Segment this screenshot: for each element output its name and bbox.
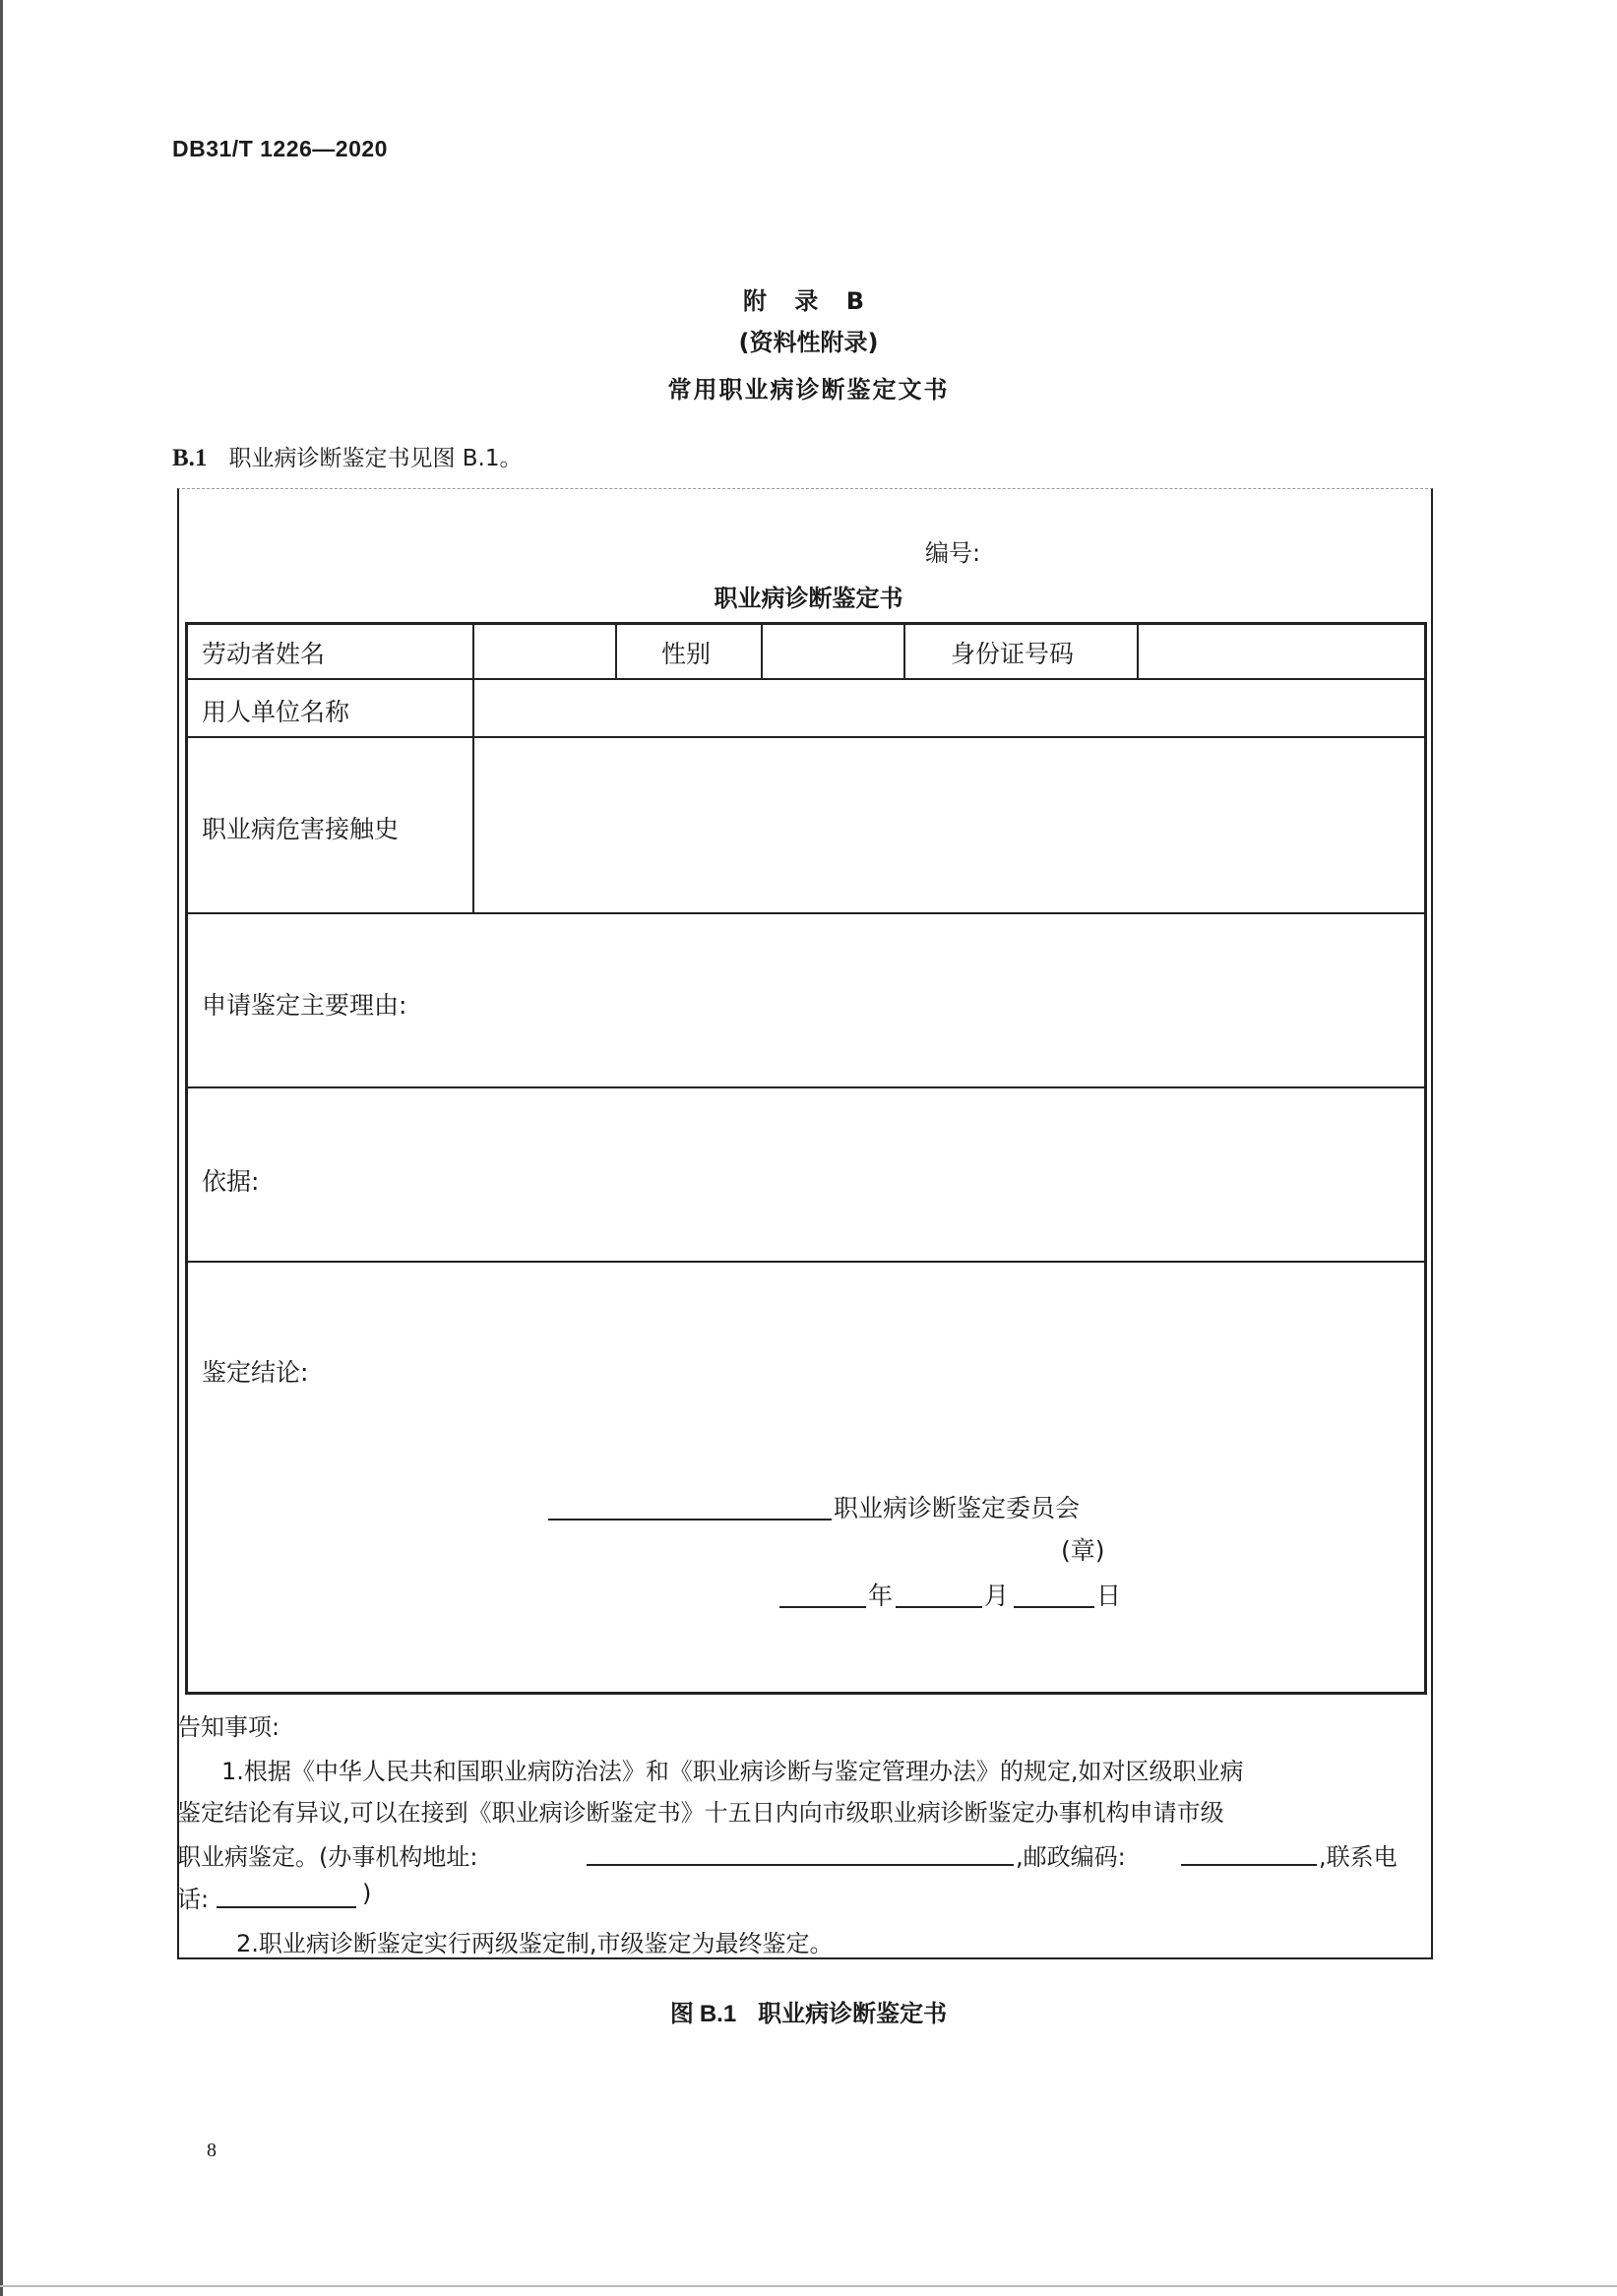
- notice-item-1-line-1: 1.根据《中华人民共和国职业病防治法》和《职业病诊断与鉴定管理办法》的规定,如对区级职业病: [221, 1758, 1244, 1785]
- notice-item-1-line-4b: ): [362, 1880, 372, 1907]
- notice-item-1-line-3a: 职业病鉴定。(办事机构地址:: [177, 1843, 478, 1871]
- notice-item-2: 2.职业病诊断鉴定实行两级鉴定制,市级鉴定为最终鉴定。: [236, 1930, 834, 1957]
- committee-blank: [548, 1519, 832, 1520]
- seal-label: (章): [1061, 1536, 1105, 1565]
- clause-text: 职业病诊断鉴定书见图 B.1。: [228, 446, 523, 471]
- day-label: 日: [1096, 1582, 1122, 1610]
- notice-title: 告知事项:: [177, 1713, 280, 1741]
- figure-prefix: 图: [669, 2000, 694, 2027]
- month-blank: [896, 1606, 982, 1608]
- page-number: 8: [207, 2140, 217, 2161]
- year-blank: [779, 1606, 866, 1608]
- basis-label: 依据:: [202, 1167, 260, 1196]
- row-divider: [185, 678, 1427, 680]
- clause-b1: [172, 440, 522, 472]
- month-label: 月: [984, 1582, 1010, 1610]
- figure-number: B.1: [699, 2001, 737, 2027]
- phone-blank: [217, 1906, 356, 1908]
- appraisal-reason-label: 申请鉴定主要理由:: [202, 991, 407, 1020]
- row-divider: [185, 1086, 1427, 1088]
- appendix-title: 常用职业病诊断鉴定文书: [667, 376, 950, 403]
- id-number-label: 身份证号码: [951, 640, 1075, 668]
- standard-code: DB31/T 1226—2020: [172, 136, 388, 161]
- committee-name: 职业病诊断鉴定委员会: [834, 1494, 1081, 1522]
- address-blank: [587, 1864, 1014, 1866]
- doc-number-label: 编号:: [925, 539, 981, 567]
- figure-caption: [0, 1994, 1617, 2028]
- clause-number: B.1: [172, 445, 208, 471]
- appraisal-form-table: [185, 622, 1427, 1695]
- appendix-label: 附 录 B: [742, 287, 874, 315]
- col-divider: [472, 622, 474, 679]
- notice-item-1-line-4a: 话:: [177, 1886, 210, 1913]
- col-divider: [903, 622, 905, 679]
- postcode-blank: [1181, 1864, 1317, 1866]
- appendix-kind: (资料性附录): [738, 329, 879, 356]
- col-divider: [615, 622, 617, 679]
- worker-name-label: 劳动者姓名: [202, 640, 326, 668]
- notice-item-1-line-3b: ,邮政编码:: [1016, 1843, 1126, 1871]
- scan-edge-bottom: [0, 2285, 1617, 2287]
- col-divider: [1137, 622, 1139, 679]
- notice-item-1-line-3c: ,联系电: [1319, 1843, 1398, 1871]
- form-title: 职业病诊断鉴定书: [714, 585, 903, 612]
- exposure-history-label: 职业病危害接触史: [202, 815, 400, 843]
- col-divider: [472, 736, 474, 912]
- employer-label: 用人单位名称: [202, 698, 350, 726]
- notice-item-1-line-2: 鉴定结论有异议,可以在接到《职业病诊断鉴定书》十五日内向市级职业病诊断鉴定办事机构申请市级: [177, 1799, 1224, 1827]
- col-divider: [472, 679, 474, 736]
- col-divider: [761, 622, 763, 679]
- gender-label: 性别: [661, 640, 712, 668]
- day-blank: [1014, 1606, 1094, 1608]
- row-divider: [185, 736, 1427, 738]
- row-divider: [185, 912, 1427, 914]
- row-divider: [185, 1261, 1427, 1263]
- figure-title: 职业病诊断鉴定书: [758, 2000, 948, 2027]
- conclusion-label: 鉴定结论:: [202, 1358, 309, 1387]
- year-label: 年: [868, 1582, 894, 1610]
